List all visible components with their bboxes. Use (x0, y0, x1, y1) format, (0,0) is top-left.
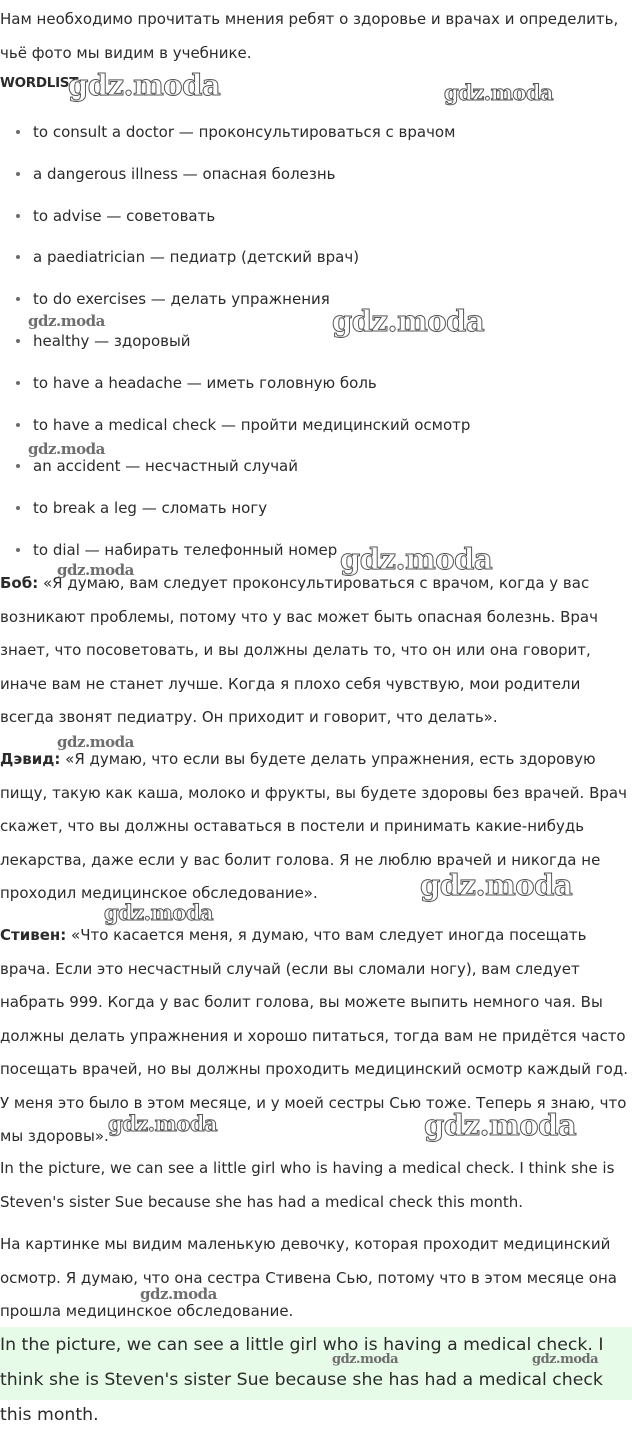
watermark: gdz.moda (444, 80, 554, 105)
opinion-text: «Я думаю, вам следует проконсультироваться с врачом, когда у вас возникают проблемы, потому что у вас может быть опасная болезнь. Врач знает, что посоветовать, и вы должны делать то, что он или она говорит, иначе вам не станет лучше. Когда я плохо себя чувствую, мои родители всегда звонят педиатру. Он приходит и говорит, что делать». (0, 574, 598, 726)
list-item: to advise — советовать (0, 197, 600, 239)
list-item: to do exercises — делать упражнения (0, 280, 600, 322)
opinion-david (0, 743, 630, 911)
list-item: to consult a doctor — проконсультироваться с врачом (0, 113, 600, 155)
watermark: gdz.moda (340, 542, 493, 576)
list-item: healthy — здоровый (0, 322, 600, 364)
watermark: gdz.moda (424, 1108, 577, 1142)
watermark: gdz.moda (104, 900, 214, 925)
speaker-name: Боб: (0, 574, 39, 592)
watermark: gdz.moda (332, 304, 485, 338)
answer-russian: На картинке мы видим маленькую девочку, которая проходит медицинский осмотр. Я думаю, что она сестра Стивена Сью, потому что в этом месяце она прошла медицинское обследование. (0, 1235, 617, 1320)
wordlist-title: WORDLIST (0, 75, 79, 91)
watermark: gdz.moda (68, 68, 221, 102)
opinion-text: «Я думаю, что если вы будете делать упражнения, есть здоровую пищу, такую как каша, молоко и фрукты, вы будете здоровы без врачей. Врач скажет, что вы должны оставаться в постели и принимать какие-нибудь лекарства, даже если у вас болит голова. Я не люблю врачей и никогда не проходил медицинское обследование». (0, 750, 627, 902)
watermark: gdz.moda (28, 312, 105, 330)
watermark: gdz.moda (420, 868, 573, 902)
watermark: gdz.moda (332, 1352, 399, 1367)
list-item: a dangerous illness — опасная болезнь (0, 155, 600, 197)
wordlist (0, 113, 600, 573)
watermark: gdz.moda (57, 561, 134, 579)
list-item: to dial — набирать телефонный номер (0, 531, 600, 573)
list-item: to have a headache — иметь головную боль (0, 364, 600, 406)
list-item: to break a leg — сломать ногу (0, 489, 600, 531)
list-item: a paediatrician — педиатр (детский врач) (0, 238, 600, 280)
watermark: gdz.moda (108, 1111, 218, 1136)
watermark: gdz.moda (140, 1285, 217, 1303)
answer-english: In the picture, we can see a little girl who is having a medical check. I think she is Steven's sister Sue because she has had a medical check this month. (0, 1159, 615, 1211)
opinion-bob (0, 567, 630, 735)
watermark: gdz.moda (28, 440, 105, 458)
watermark: gdz.moda (532, 1352, 599, 1367)
intro-text: Нам необходимо прочитать мнения ребят о здоровье и врачах и определить, чьё фото мы видим в учебнике. (0, 10, 619, 62)
speaker-name: Стивен: (0, 926, 67, 944)
opinion-steven (0, 919, 630, 1154)
speaker-name: Дэвид: (0, 750, 61, 768)
list-item: an accident — несчастный случай (0, 447, 600, 489)
opinion-text: «Что касается меня, я думаю, что вам следует иногда посещать врача. Если это несчастный случай (если вы сломали ногу), вам следует набрать 999. Когда у вас болит голова, вы можете выпить немного чая. Вы должны делать упражнения и хорошо питаться, тогда вам не придётся часто посещать врачей, но вы должны проходить медицинский осмотр каждый год. У меня это было в этом месяце, и у моей сестры Сью тоже. Теперь я знаю, что мы здоровы». (0, 926, 628, 1145)
answer-highlight-text: In the picture, we can see a little girl who is having a medical check. I think she is Steven's sister Sue because she has had a medical check this month. (0, 1335, 604, 1425)
list-item: to have a medical check — пройти медицинский осмотр (0, 406, 600, 448)
watermark: gdz.moda (57, 733, 134, 751)
